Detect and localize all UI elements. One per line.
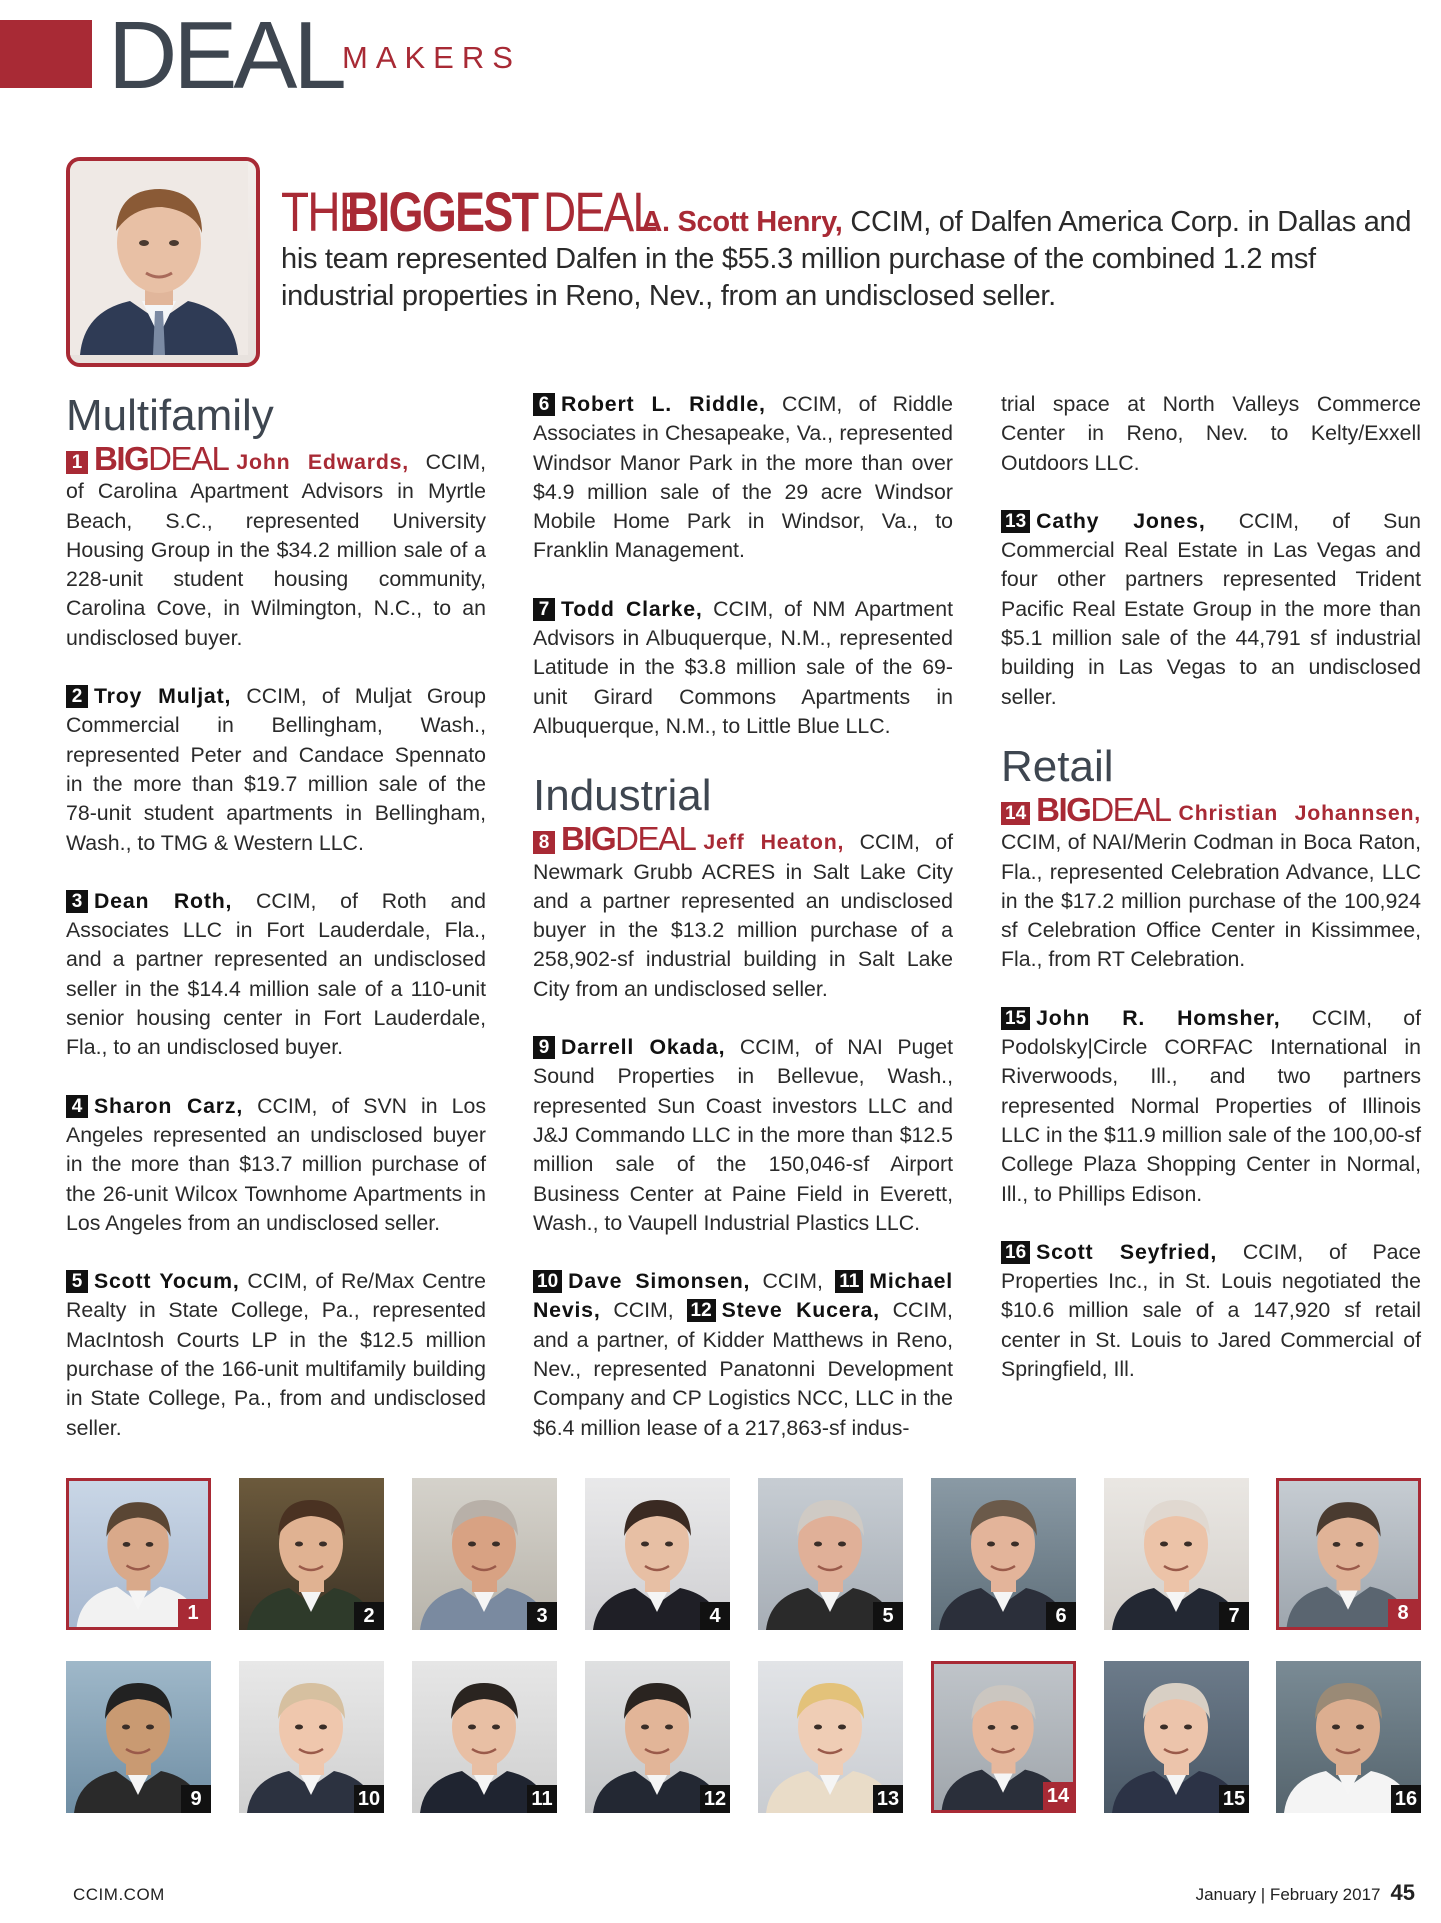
entry-number: 16 bbox=[1001, 1241, 1030, 1264]
deal-entry-6 bbox=[533, 390, 953, 566]
entry-text: CCIM, of Pace Properties Inc., in St. Louis negotiated the $10.6 million sale of a 147,920 sf retail center in St. Louis to Jared Commercial of Springfield, Ill. bbox=[1001, 1239, 1422, 1382]
deal-entry-1 bbox=[66, 440, 486, 653]
headshot-6 bbox=[931, 1478, 1076, 1630]
deal-entry-5 bbox=[66, 1267, 486, 1443]
section-heading-retail: Retail bbox=[1001, 741, 1114, 791]
headshot-2 bbox=[239, 1478, 384, 1630]
deal-entry-10-continued bbox=[1001, 390, 1421, 478]
headshot-number: 8 bbox=[1388, 1599, 1418, 1627]
headshot-9 bbox=[66, 1661, 211, 1813]
entry-number: 4 bbox=[66, 1095, 88, 1118]
entry-number: 9 bbox=[533, 1036, 555, 1059]
headshot-10 bbox=[239, 1661, 384, 1813]
entry-number: 7 bbox=[533, 598, 555, 621]
section-heading-industrial: Industrial bbox=[533, 771, 712, 821]
headshot-5 bbox=[758, 1478, 903, 1630]
entry-number: 8 bbox=[533, 831, 555, 854]
bigdeal-label: BIGDEAL bbox=[561, 820, 696, 858]
headshot-number: 1 bbox=[178, 1599, 208, 1627]
biggest-deal-text bbox=[281, 180, 1421, 315]
bigdeal-label: BIGDEAL bbox=[94, 440, 229, 477]
entry-text: CCIM, of Newmark Grubb ACRES in Salt Lake City and a partner represented an undisclosed buyer in the $13.2 million purchase of a 258,902-sf industrial building in Salt Lake City from an undisclosed seller. bbox=[533, 830, 953, 1001]
entry-text: CCIM, bbox=[750, 1269, 836, 1294]
headshot-number: 14 bbox=[1043, 1782, 1073, 1810]
entry-name: Todd Clarke, bbox=[561, 596, 703, 621]
headshot-number: 11 bbox=[527, 1785, 557, 1813]
headshot-number: 2 bbox=[354, 1602, 384, 1630]
headshot-number: 6 bbox=[1046, 1602, 1076, 1630]
deal-entry-14 bbox=[1001, 790, 1421, 975]
entry-text: CCIM, of NM Apartment Advisors in Albuquerque, N.M., represented Latitude in the $3.8 million sale of the 69-unit Girard Commons Apartments in Albuquerque, N.M., to Little Blue LLC. bbox=[533, 596, 953, 738]
headshot-16 bbox=[1276, 1661, 1421, 1813]
entry-name: Jeff Heaton, bbox=[703, 830, 845, 855]
deal-entry-10-12 bbox=[533, 1267, 953, 1443]
page-subtitle: MAKERS bbox=[342, 40, 521, 75]
deal-entry-8 bbox=[533, 820, 953, 1004]
deal-entry-15 bbox=[1001, 1004, 1421, 1209]
entry-number: 6 bbox=[533, 393, 555, 416]
biggest-deal-title-biggest: BIGGEST bbox=[347, 180, 538, 243]
deal-entry-2 bbox=[66, 682, 486, 858]
column-2 bbox=[533, 390, 953, 1472]
column-3 bbox=[1001, 390, 1421, 1413]
biggest-deal-title-deal: DEAL bbox=[543, 180, 657, 243]
headshot-number: 4 bbox=[700, 1602, 730, 1630]
entry-number: 12 bbox=[687, 1299, 716, 1322]
entry-number: 13 bbox=[1001, 510, 1030, 533]
entry-number: 5 bbox=[66, 1270, 88, 1293]
entry-text: CCIM, of Riddle Associates in Chesapeake, Va., represented Windsor Manor Park in the more than over $4.9 million sale of the 29 acre Windsor Mobile Home Park in Windsor, Va., to Franklin Management. bbox=[533, 392, 953, 563]
footer-issue-date: January | February 2017 bbox=[1195, 1885, 1381, 1904]
bigdeal-label: BIGDEAL bbox=[1036, 790, 1171, 828]
deal-entry-4 bbox=[66, 1092, 486, 1238]
headshot-11 bbox=[412, 1661, 557, 1813]
footer-site: CCIM.COM bbox=[73, 1885, 165, 1904]
headshot-number: 10 bbox=[354, 1785, 384, 1813]
headshot-number: 7 bbox=[1219, 1602, 1249, 1630]
headshot-3 bbox=[412, 1478, 557, 1630]
entry-text: CCIM, of Podolsky|Circle CORFAC International in Riverwoods, Ill., and two partners represented Normal Properties of Illinois LLC in the $11.9 million sale of the 100,00-sf College Plaza Shopping Center in Normal, Ill., to Phillips Edison. bbox=[1001, 1005, 1421, 1206]
entry-name: Troy Muljat, bbox=[94, 684, 232, 709]
entry-number: 14 bbox=[1001, 802, 1030, 825]
entry-number: 1 bbox=[66, 451, 88, 474]
deal-entry-9 bbox=[533, 1033, 953, 1238]
entry-name: Sharon Carz, bbox=[94, 1093, 244, 1118]
headshot-7 bbox=[1104, 1478, 1249, 1630]
entry-text: CCIM, of Carolina Apartment Advisors in Myrtle Beach, S.C., represented University Housing Group in the $34.2 million sale of a 228-unit student housing community, Carolina Cove, in Wilmington, N.C., to an undisclosed buyer. bbox=[66, 450, 486, 650]
entry-name: Darrell Okada, bbox=[561, 1035, 726, 1060]
headshot-12 bbox=[585, 1661, 730, 1813]
entry-name: John R. Homsher, bbox=[1036, 1005, 1281, 1030]
headshot-number: 12 bbox=[700, 1785, 730, 1813]
headshot-number: 15 bbox=[1219, 1785, 1249, 1813]
entry-name: Scott Yocum, bbox=[94, 1269, 240, 1294]
headshot-number: 3 bbox=[527, 1602, 557, 1630]
entry-text: CCIM, and a partner, of Kidder Matthews in Reno, Nev., represented Panatonni Development Company and CP Logistics NCC, LLC in the $6.4 million lease of a 217,863-sf indus- bbox=[533, 1298, 953, 1440]
entry-text: CCIM, of Muljat Group Commercial in Bellingham, Wash., represented Peter and Candace Spennato in the more than $19.7 million sale of the 78-unit student apartments in Bellingham, Wash., to TMG & Western LLC. bbox=[66, 684, 487, 855]
headshot-1 bbox=[66, 1478, 211, 1630]
deal-entry-16 bbox=[1001, 1238, 1421, 1384]
entry-name: Michael Nevis, bbox=[533, 1269, 953, 1323]
column-1 bbox=[66, 390, 486, 1472]
entry-name: Robert L. Riddle, bbox=[561, 392, 766, 416]
entry-text: trial space at North Valleys Commerce Center in Reno, Nev. to Kelty/Exxell Outdoors LLC. bbox=[1001, 392, 1421, 475]
entry-name: John Edwards, bbox=[236, 450, 409, 474]
entry-name: Steve Kucera, bbox=[721, 1298, 880, 1323]
headshot-number: 16 bbox=[1391, 1785, 1421, 1813]
entry-name: Christian Johannsen, bbox=[1178, 800, 1421, 825]
entry-text: CCIM, of Sun Commercial Real Estate in Las Vegas and four other partners represented Trident Pacific Real Estate Group in the more than $5.1 million sale of the 44,791 sf industrial building in Las Vegas to an undisclosed seller. bbox=[1001, 508, 1422, 709]
header-accent-block bbox=[0, 20, 92, 88]
entry-name: Dave Simonsen, bbox=[568, 1269, 751, 1294]
entry-number: 3 bbox=[66, 890, 88, 913]
headshot-number: 13 bbox=[873, 1785, 903, 1813]
entry-name: Dean Roth, bbox=[94, 888, 233, 913]
deal-entry-3 bbox=[66, 887, 486, 1063]
headshot-4 bbox=[585, 1478, 730, 1630]
headshot-number: 5 bbox=[873, 1602, 903, 1630]
footer-issue bbox=[1196, 1880, 1415, 1906]
entry-name: Scott Seyfried, bbox=[1036, 1239, 1218, 1264]
entry-text: CCIM, of NAI Puget Sound Properties in Bellevue, Wash., represented Sun Coast investors LLC and J&J Commando LLC in the more than $12.5 million sale of the 150,046-sf Airport Business Center at Paine Field in Everett, Wash., to Vaupell Industrial Plastics LLC. bbox=[533, 1035, 953, 1235]
entry-number: 10 bbox=[533, 1270, 562, 1293]
entry-name: Cathy Jones, bbox=[1036, 508, 1206, 533]
page-title: DEAL bbox=[108, 2, 343, 109]
entry-text: CCIM, bbox=[600, 1298, 687, 1323]
entry-number: 11 bbox=[835, 1270, 863, 1293]
biggest-deal-title-the: THE bbox=[281, 180, 368, 243]
headshot-14 bbox=[931, 1661, 1076, 1813]
entry-text: CCIM, of Roth and Associates LLC in Fort Lauderdale, Fla., and a partner represented an undisclosed seller in the $14.4 million sale of a 110-unit senior housing center in Fort Lauderdale, Fla., to an undisclosed buyer. bbox=[66, 888, 486, 1060]
headshot-13 bbox=[758, 1661, 903, 1813]
entry-text: CCIM, of NAI/Merin Codman in Boca Raton, Fla., represented Celebration Advance, LLC in the $17.2 million purchase of the 100,924 sf Celebration Office Center in Kissimmee, Fla., from RT Celebration. bbox=[1001, 830, 1421, 972]
headshot-number: 9 bbox=[181, 1785, 211, 1813]
headshot-8 bbox=[1276, 1478, 1421, 1630]
biggest-deal-description: CCIM, of Dalfen America Corp. in Dallas and his team represented Dalfen in the $55.3 million purchase of the combined 1.2 msf industrial properties in Reno, Nev., from an undisclosed seller. bbox=[281, 206, 1412, 312]
deal-entry-13 bbox=[1001, 507, 1421, 712]
page-number: 45 bbox=[1390, 1880, 1415, 1905]
entry-number: 2 bbox=[66, 685, 88, 708]
biggest-deal-photo bbox=[66, 157, 260, 367]
biggest-deal-name: A. Scott Henry, bbox=[641, 206, 843, 238]
entry-text: CCIM, of SVN in Los Angeles represented an undisclosed buyer in the more than $13.7 million purchase of the 26-unit Wilcox Townhome Apartments in Los Angeles from an undisclosed seller. bbox=[66, 1093, 486, 1235]
deal-entry-7 bbox=[533, 595, 953, 741]
entry-number: 15 bbox=[1001, 1007, 1030, 1030]
headshot-15 bbox=[1104, 1661, 1249, 1813]
section-heading-multifamily: Multifamily bbox=[66, 391, 274, 440]
entry-text: CCIM, of Re/Max Centre Realty in State College, Pa., represented MacIntosh Courts LP in the $12.5 million purchase of the 166-unit multifamily building in State College, Pa., from and undisclosed seller. bbox=[66, 1269, 486, 1440]
